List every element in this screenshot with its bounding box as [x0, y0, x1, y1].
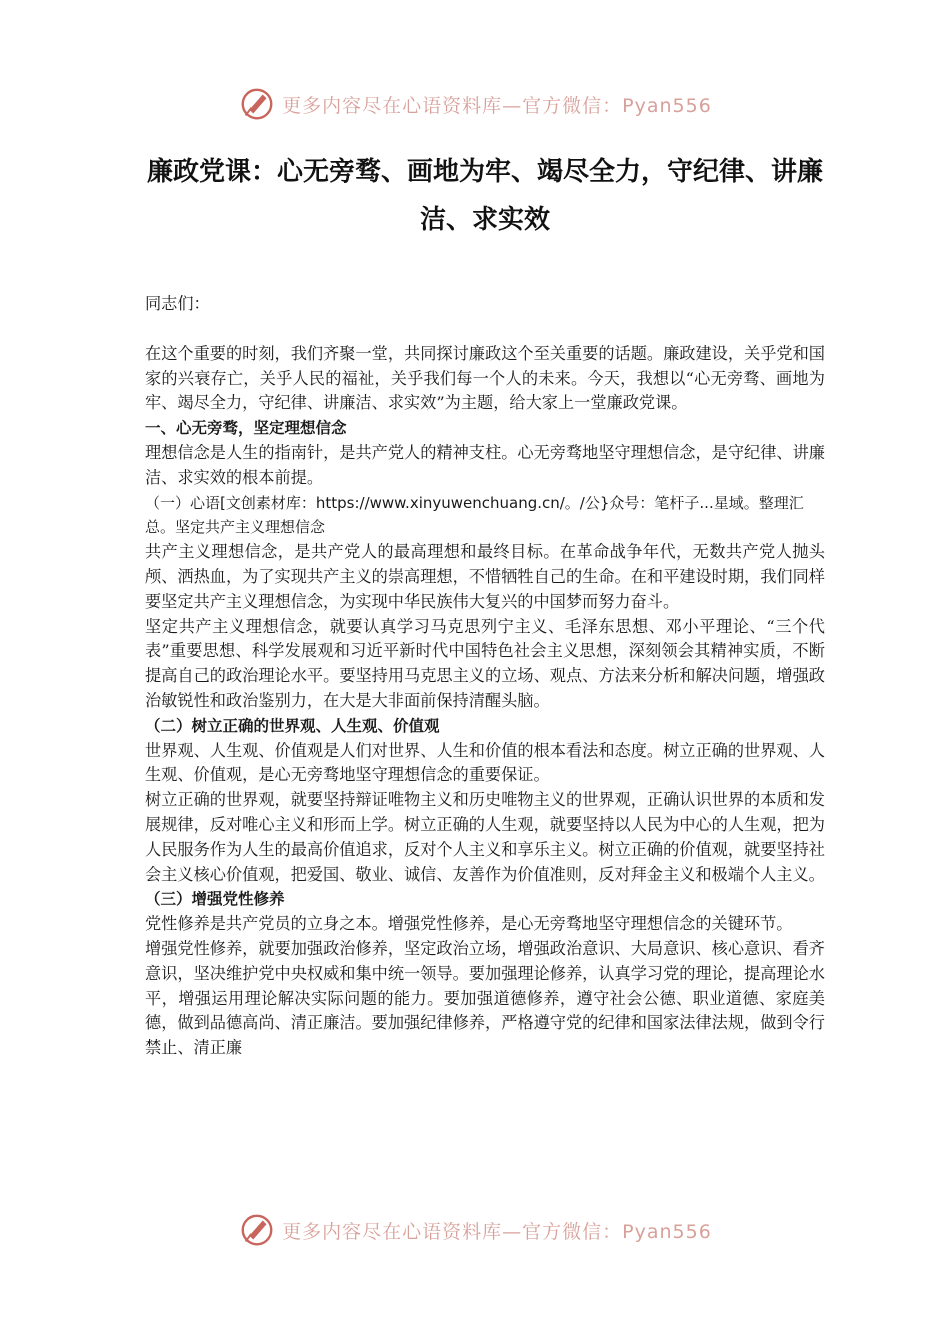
- watermark-text: [282, 91, 712, 118]
- document-body: [145, 292, 825, 1061]
- watermark-wechat-id: Pyan556: [622, 1220, 712, 1243]
- paragraph-intro: 在这个重要的时刻，我们齐聚一堂，共同探讨廉政这个至关重要的话题。廉政建设，关乎党和国家的兴衰存亡，关乎人民的福祉，关乎我们每一个人的未来。今天，我想以“心无旁骛、画地为牢、竭尽全力，守纪律、讲廉洁、求实效”为主题，给大家上一堂廉政党课。: [145, 343, 825, 413]
- document-title: 廉政党课：心无旁骛、画地为牢、竭尽全力，守纪律、讲廉洁、求实效: [146, 157, 823, 235]
- watermark-text-cn: 更多内容尽在心语资料库—官方微信：: [282, 1220, 623, 1243]
- watermark-text-cn: 更多内容尽在心语资料库—官方微信：: [282, 94, 623, 117]
- pen-logo-icon: [238, 1211, 276, 1249]
- subsection-heading-1: （一）心语[文创素材库：https://www.xinyuwenchuang.cn/。/公}众号：笔杆子...星域。整理汇总。坚定共产主义理想信念: [145, 493, 804, 537]
- watermark-header: [0, 82, 950, 126]
- watermark-wechat-id: Pyan556: [622, 94, 712, 117]
- pen-logo-icon: [238, 85, 276, 123]
- paragraph: 共产主义理想信念，是共产党人的最高理想和最终目标。在革命战争年代，无数共产党人抛头颅、洒热血，为了实现共产主义的崇高理想，不惜牺牲自己的生命。在和平建设时期，我们同样要坚定共产主义理想信念，为实现中华民族伟大复兴的中国梦而努力奋斗。: [145, 542, 825, 611]
- paragraph: 理想信念是人生的指南针，是共产党人的精神支柱。心无旁骛地坚守理想信念，是守纪律、讲廉洁、求实效的根本前提。: [145, 442, 825, 487]
- paragraph: 世界观、人生观、价值观是人们对世界、人生和价值的根本看法和态度。树立正确的世界观、人生观、价值观，是心无旁骛地坚守理想信念的重要保证。: [145, 740, 825, 785]
- paragraph: 增强党性修养，就要加强政治修养，坚定政治立场，增强政治意识、大局意识、核心意识、看齐意识，坚决维护党中央权威和集中统一领导。要加强理论修养，认真学习党的理论，提高理论水平，增强运用理论解决实际问题的能力。要加强道德修养，遵守社会公德、职业道德、家庭美德，做到品德高尚、清正廉洁。要加强纪律修养，严格遵守党的纪律和国家法律法规，做到令行禁止、清正廉: [145, 938, 825, 1058]
- subsection-heading-3: （三）增强党性修养: [145, 890, 285, 909]
- watermark-text: [282, 1217, 712, 1244]
- subsection-heading-2: （二）树立正确的世界观、人生观、价值观: [145, 716, 440, 735]
- watermark-footer: [0, 1208, 950, 1252]
- paragraph: 树立正确的世界观，就要坚持辩证唯物主义和历史唯物主义的世界观，正确认识世界的本质和发展规律，反对唯心主义和形而上学。树立正确的人生观，就要坚持以人民为中心的人生观，把为人民服务作为人生的最高价值追求，反对个人主义和享乐主义。树立正确的价值观，就要坚持社会主义核心价值观，把爱国、敬业、诚信、友善作为价值准则，反对拜金主义和极端个人主义。: [145, 790, 825, 884]
- section-heading-1: 一、心无旁骛，坚定理想信念: [145, 419, 347, 438]
- greeting: 同志们：: [145, 294, 210, 313]
- paragraph: 坚定共产主义理想信念，就要认真学习马克思列宁主义、毛泽东思想、邓小平理论、“三个代表”重要思想、科学发展观和习近平新时代中国特色社会主义思想，深刻领会其精神实质，不断提高自己的政治理论水平。要坚持用马克思主义的立场、观点、方法来分析和解决问题，增强政治敏锐性和政治鉴别力，在大是大非面前保持清醒头脑。: [145, 616, 825, 710]
- paragraph: 党性修养是共产党员的立身之本。增强党性修养，是心无旁骛地坚守理想信念的关键环节。: [145, 914, 793, 934]
